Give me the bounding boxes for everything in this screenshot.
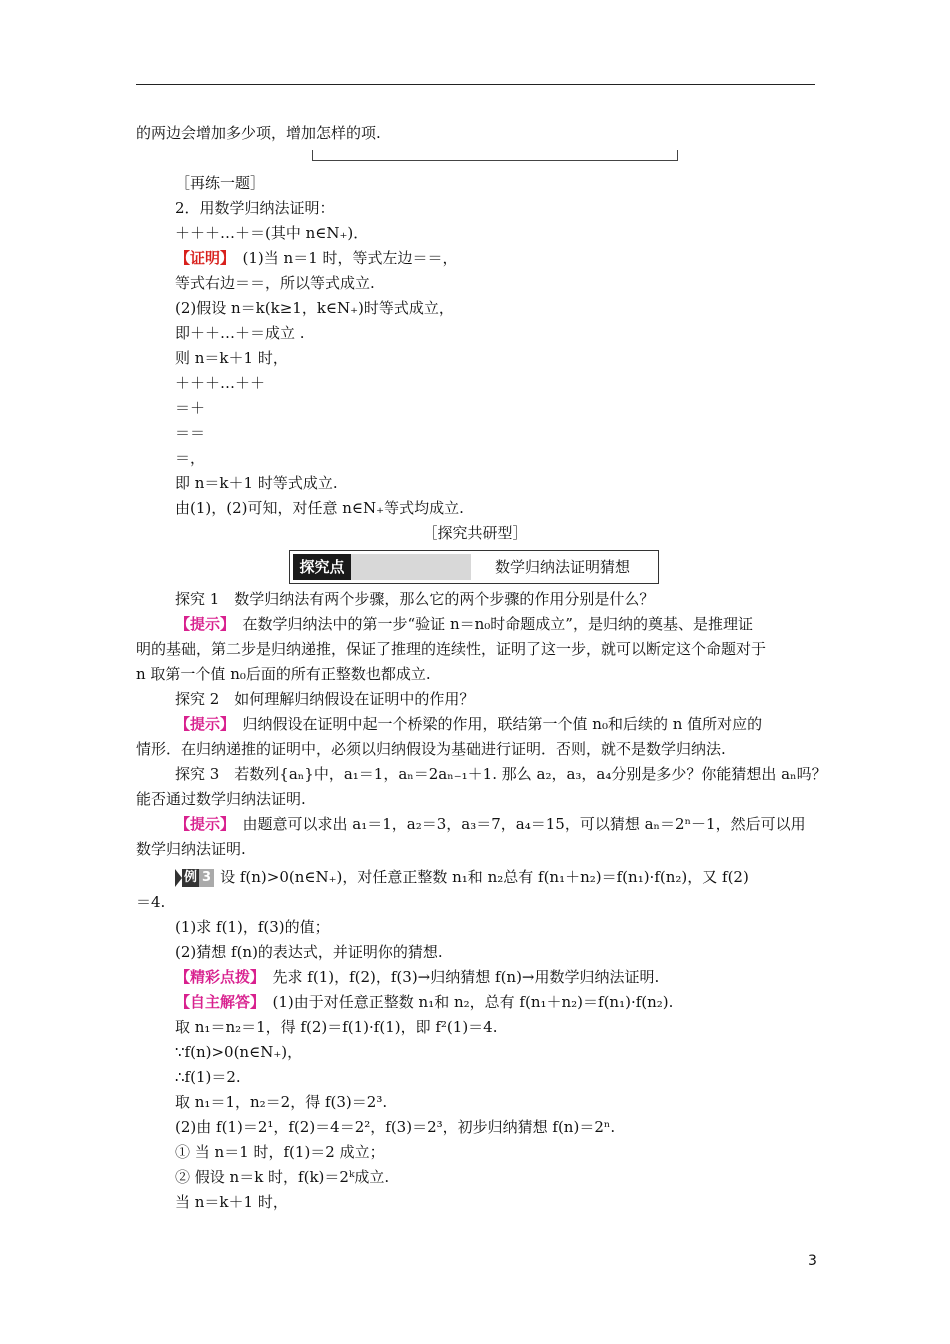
- text-line: (2)猜想 f(n)的表达式，并证明你的猜想.: [175, 943, 443, 961]
- text-line: ② 假设 n＝k 时，f(k)＝2ᵏ成立.: [175, 1168, 390, 1186]
- page-number: 3: [808, 1253, 817, 1269]
- example-number: 3: [199, 869, 214, 887]
- header-rule: [136, 84, 815, 85]
- proof-line: [175, 247, 458, 269]
- text-line: ［再练一题］: [175, 174, 266, 192]
- text-line: (2)假设 n＝k(k≥1，k∈N₊)时等式成立，: [175, 299, 454, 317]
- text-line: ＝＋: [175, 399, 206, 417]
- text-line: ＝4.: [136, 893, 166, 911]
- example-label: 例: [184, 870, 198, 885]
- text-line: 能否通过数学归纳法证明.: [136, 790, 306, 808]
- hint-line: [175, 813, 806, 835]
- text-line: ＋＋＋…＋＋: [175, 374, 266, 392]
- tip-text: 先求 f(1)，f(2)，f(3)→归纳猜想 f(n)→用数学归纳法证明.: [257, 968, 660, 986]
- explore-point-banner: [289, 550, 659, 584]
- proof-text: (1)当 n＝1 时，等式左边＝＝，: [227, 249, 458, 267]
- hint-text: 在数学归纳法中的第一步“验证 n＝n₀时命题成立”，是归纳的奠基、是推理证: [227, 615, 753, 633]
- text-line: 情形．在归纳递推的证明中，必须以归纳假设为基础进行证明．否则，就不是数学归纳法.: [136, 740, 726, 758]
- text-line: ＝＝: [175, 424, 206, 442]
- tip-tag: 【精彩点拨】: [175, 968, 258, 986]
- answer-bracket: [312, 150, 678, 161]
- text-line: 2．用数学归纳法证明：: [175, 199, 335, 217]
- text-line: ∴f(1)＝2.: [175, 1068, 241, 1086]
- hint-text: 归纳假设在证明中起一个桥梁的作用，联结第一个值 n₀和后续的 n 值所对应的: [227, 715, 763, 733]
- text-line: ＝，: [175, 449, 206, 467]
- solution-tag: 【自主解答】: [175, 993, 258, 1011]
- text-line: 的两边会增加多少项，增加怎样的项.: [136, 124, 381, 142]
- example-badge-icon: [175, 869, 214, 887]
- solution-text: (1)由于对任意正整数 n₁和 n₂，总有 f(n₁＋n₂)＝f(n₁)·f(n₂).: [257, 993, 674, 1011]
- hint-tag: 【提示】: [175, 615, 228, 633]
- text-line: 由(1)，(2)可知，对任意 n∈N₊等式均成立.: [175, 499, 464, 517]
- text-line: 则 n＝k＋1 时，: [175, 349, 288, 367]
- text-line: ∵f(n)>0(n∈N₊)，: [175, 1043, 303, 1061]
- text-line: 即＋＋…＋＝成立 .: [175, 324, 305, 342]
- hint-tag: 【提示】: [175, 715, 228, 733]
- explore-point-bar: [351, 554, 471, 580]
- hint-line: [175, 613, 753, 635]
- explore-point-title: 数学归纳法证明猜想: [495, 558, 631, 576]
- text-line: 等式右边＝＝，所以等式成立.: [175, 274, 375, 292]
- text-line: (2)由 f(1)＝2¹，f(2)＝4＝2²，f(3)＝2³，初步归纳猜想 f(n)＝2ⁿ.: [175, 1118, 616, 1136]
- text-line: 当 n＝k＋1 时，: [175, 1193, 288, 1211]
- text-line: 即 n＝k＋1 时等式成立.: [175, 474, 338, 492]
- solution-line: [175, 991, 673, 1013]
- tip-line: [175, 966, 659, 988]
- hint-text: 由题意可以求出 a₁＝1，a₂＝3，a₃＝7，a₄＝15，可以猜想 aₙ＝2ⁿ－1，然后可以用: [227, 815, 806, 833]
- proof-tag: 【证明】: [175, 249, 228, 267]
- hint-line: [175, 713, 762, 735]
- text-line: n 取第一个值 n₀后面的所有正整数也都成立.: [136, 665, 431, 683]
- text-line: 探究 2 如何理解归纳假设在证明中的作用？: [175, 690, 475, 708]
- hint-tag: 【提示】: [175, 815, 228, 833]
- text-line: 取 n₁＝1，n₂＝2，得 f(3)＝2³.: [175, 1093, 388, 1111]
- explore-point-tag: 探究点: [293, 554, 351, 580]
- section-heading: ［探究共研型］: [422, 524, 528, 542]
- example-line: [175, 866, 749, 888]
- text-line: 探究 3 若数列{aₙ}中，a₁＝1，aₙ＝2aₙ₋₁＋1. 那么 a₂，a₃，a₄分别是多少？你能猜想出 aₙ吗？: [175, 765, 827, 783]
- text-line: 明的基础，第二步是归纳递推，保证了推理的连续性，证明了这一步，就可以断定这个命题对于: [136, 640, 767, 658]
- text-line: ① 当 n＝1 时，f(1)＝2 成立；: [175, 1143, 385, 1161]
- text-line: (1)求 f(1)，f(3)的值；: [175, 918, 330, 936]
- text-line: 探究 1 数学归纳法有两个步骤，那么它的两个步骤的作用分别是什么？: [175, 590, 655, 608]
- text-line: 数学归纳法证明.: [136, 840, 246, 858]
- text-line: ＋＋＋…＋＝(其中 n∈N₊)．: [175, 224, 369, 242]
- text-line: 取 n₁＝n₂＝1，得 f(2)＝f(1)·f(1)，即 f²(1)＝4.: [175, 1018, 498, 1036]
- example-text: 设 f(n)>0(n∈N₊)，对任意正整数 n₁和 n₂总有 f(n₁＋n₂)＝f(n₁)·f(n₂)，又 f(2): [220, 868, 749, 886]
